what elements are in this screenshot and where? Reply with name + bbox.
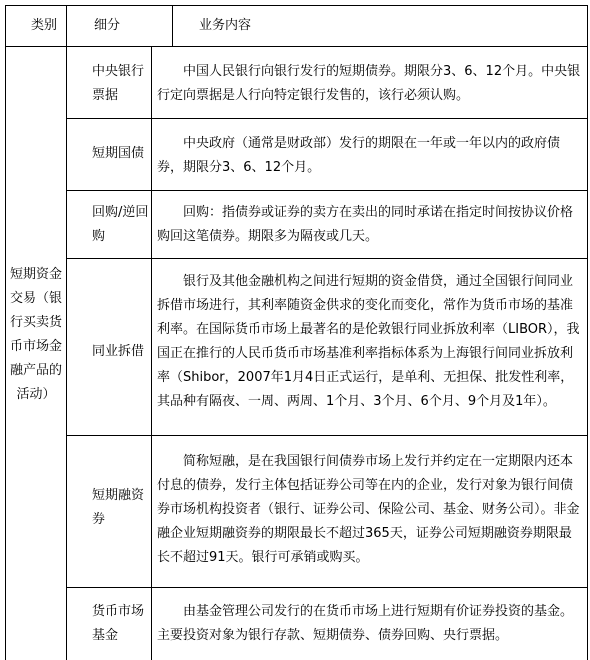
row-content-money-market-fund: 由基金管理公司发行的在货币市场上进行短期有价证券投资的基金。主要投资对象为银行存款、短期债券、债券回购、央行票据。 xyxy=(157,604,574,643)
row-name-treasury-bills: 短期国债 xyxy=(92,146,145,161)
rule-row-1 xyxy=(66,118,588,119)
rule-header-bottom xyxy=(5,46,588,47)
row-name-interbank-lending: 同业拆借 xyxy=(92,344,145,359)
rule-row-5 xyxy=(66,587,588,588)
row-name-short-term-notes: 短期融资券 xyxy=(92,488,145,527)
rule-top xyxy=(5,5,588,6)
row-content-treasury-bills: 中央政府（通常是财政部）发行的期限在一年或一年以内的政府债券，期限分3、6、12个月。 xyxy=(157,136,561,175)
rule-row-4 xyxy=(66,435,588,436)
row-content-interbank-lending: 银行及其他金融机构之间进行短期的资金借贷，通过全国银行间同业拆借市场进行，其利率随资金供求的变化而变化，常作为货币市场的基准利率。在国际货币市场上最著名的是伦敦银行同业拆放利率（LIBOR），我国正在推行的人民币货币市场基准利率指标体系为上海银行间同业拆放利率（Shibor，2007年1月4日正式运行，是单利、无担保、批发性利率，其品种有隔夜、一周、两周、1个月、3个月、6个月、9个月及1年）。 xyxy=(157,274,580,409)
row-name-repo: 回购/逆回购 xyxy=(92,205,149,244)
row-content-central-bank-bills: 中国人民银行向银行发行的短期债券。期限分3、6、12个月。中央银行定向票据是人行向特定银行发售的，该行必须认购。 xyxy=(157,64,581,103)
rule-row-2 xyxy=(66,190,588,191)
rule-right xyxy=(587,5,588,660)
category-label: 短期资金交易（银行买卖货币市场金融产品的活动） xyxy=(9,267,62,402)
row-content-repo: 回购：指债券或证券的卖方在卖出的同时承诺在指定时间按协议价格购回这笔债券。期限多为隔夜或几天。 xyxy=(157,205,574,244)
header-subcategory: 细分 xyxy=(94,18,121,33)
header-content: 业务内容 xyxy=(199,18,252,33)
row-name-central-bank-bills: 中央银行票据 xyxy=(92,64,145,103)
row-name-money-market-fund: 货币市场基金 xyxy=(92,604,145,643)
header-category: 类别 xyxy=(31,18,58,33)
row-content-short-term-notes: 简称短融，是在我国银行间债券市场上发行并约定在一定期限内还本付息的债券，发行主体包括证券公司等在内的企业，发行对象为银行间债券市场机构投资者（银行、证券公司、保险公司、基金、财务公司）。非金融企业短期融资券的期限最长不超过365天，证券公司短期融资券期限最长不超过91天。银行可承销或购买。 xyxy=(157,454,580,565)
rule-row-3 xyxy=(66,258,588,259)
rule-col-2-header xyxy=(172,5,173,46)
